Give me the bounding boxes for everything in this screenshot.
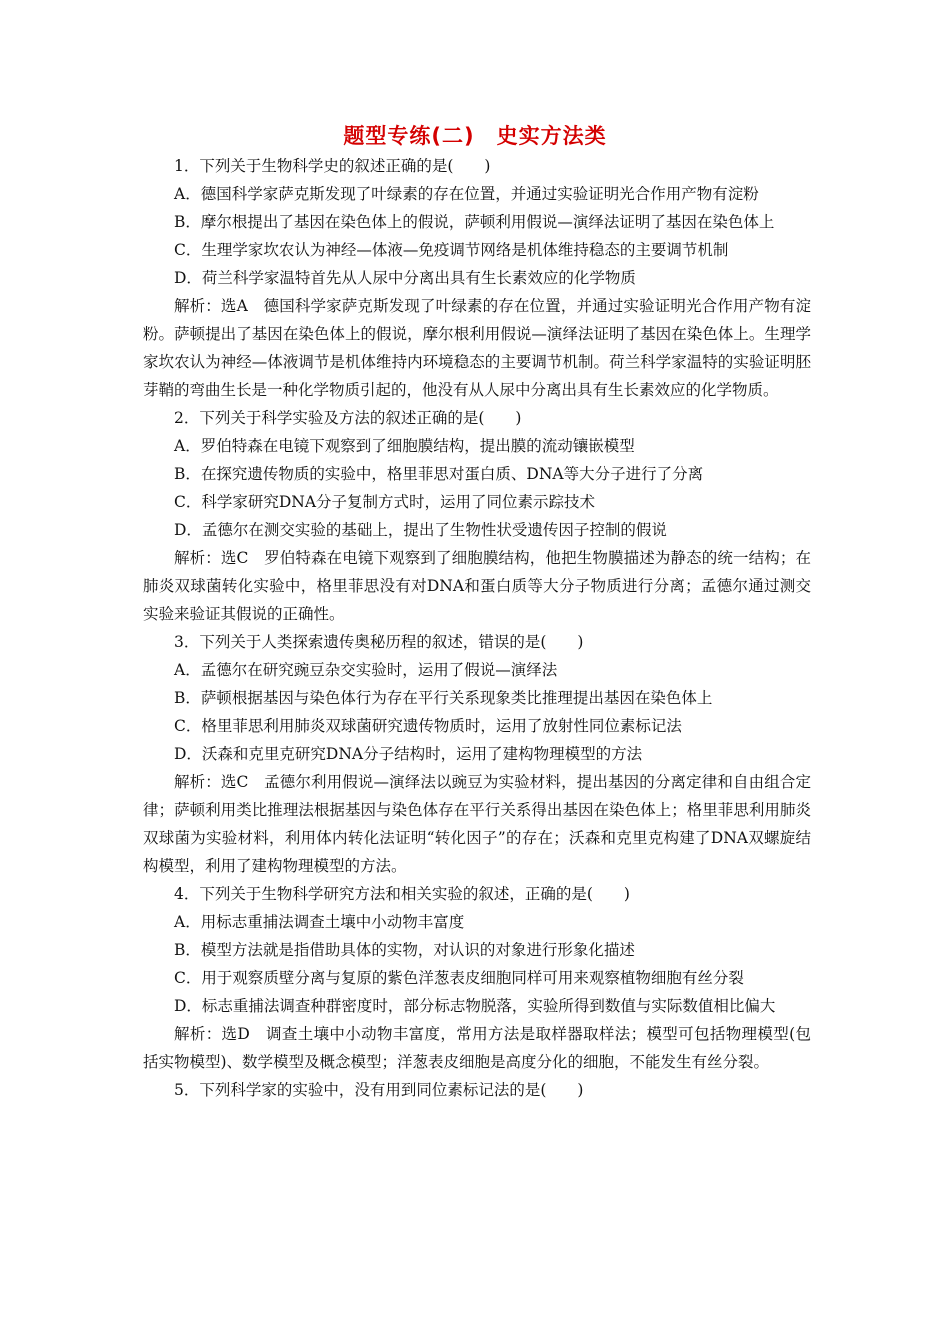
question-stem: 5．下列科学家的实验中，没有用到同位素标记法的是( ) <box>174 1081 584 1099</box>
question-stem: 2．下列关于科学实验及方法的叙述正确的是( ) <box>174 409 522 427</box>
option: B．模型方法就是指借助具体的实物，对认识的对象进行形象化描述 <box>174 941 635 959</box>
option: C．科学家研究DNA分子复制方式时，运用了同位素示踪技术 <box>174 493 596 511</box>
option: B．在探究遗传物质的实验中，格里菲思对蛋白质、DNA等大分子进行了分离 <box>174 465 704 483</box>
option: C．用于观察质壁分离与复原的紫色洋葱表皮细胞同样可用来观察植物细胞有丝分裂 <box>174 969 744 987</box>
option: A．用标志重捕法调查土壤中小动物丰富度 <box>174 913 465 931</box>
analysis: 解析：选D 调查土壤中小动物丰富度，常用方法是取样器取样法；模型可包括物理模型(包括实物模型)、数学模型及概念模型；洋葱表皮细胞是高度分化的细胞，不能发生有丝分裂。 <box>143 1025 811 1071</box>
analysis: 解析：选A 德国科学家萨克斯发现了叶绿素的存在位置，并通过实验证明光合作用产物有淀粉。萨顿提出了基因在染色体上的假说，摩尔根利用假说—演绎法证明了基因在染色体上。生理学家坎农认为神经—体液调节是机体维持内环境稳态的主要调节机制。荷兰科学家温特的实验证明胚芽鞘的弯曲生长是一种化学物质引起的，他没有从人尿中分离出具有生长素效应的化学物质。 <box>143 297 811 399</box>
option: A．罗伯特森在电镜下观察到了细胞膜结构，提出膜的流动镶嵌模型 <box>174 437 635 455</box>
option: D．标志重捕法调查种群密度时，部分标志物脱落，实验所得到数值与实际数值相比偏大 <box>174 997 776 1015</box>
option: A．孟德尔在研究豌豆杂交实验时，运用了假说—演绎法 <box>174 661 558 679</box>
question-stem: 4．下列关于生物科学研究方法和相关实验的叙述，正确的是( ) <box>174 885 630 903</box>
option: A．德国科学家萨克斯发现了叶绿素的存在位置，并通过实验证明光合作用产物有淀粉 <box>174 185 759 203</box>
page-title: 题型专练(二) 史实方法类 <box>343 124 607 148</box>
option: D．荷兰科学家温特首先从人尿中分离出具有生长素效应的化学物质 <box>174 269 636 287</box>
option: C．格里菲思利用肺炎双球菌研究遗传物质时，运用了放射性同位素标记法 <box>174 717 682 735</box>
question-stem: 1．下列关于生物科学史的叙述正确的是( ) <box>174 157 491 175</box>
document-body <box>143 152 811 1104</box>
option: D．孟德尔在测交实验的基础上，提出了生物性状受遗传因子控制的假说 <box>174 521 667 539</box>
analysis: 解析：选C 孟德尔利用假说—演绎法以豌豆为实验材料，提出基因的分离定律和自由组合定律；萨顿利用类比推理法根据基因与染色体存在平行关系得出基因在染色体上；格里菲思利用肺炎双球菌为实验材料，利用体内转化法证明“转化因子”的存在；沃森和克里克构建了DNA双螺旋结构模型，利用了建构物理模型的方法。 <box>143 773 811 875</box>
question-stem: 3．下列关于人类探索遗传奥秘历程的叙述，错误的是( ) <box>174 633 584 651</box>
option: B．摩尔根提出了基因在染色体上的假说，萨顿利用假说—演绎法证明了基因在染色体上 <box>174 213 775 231</box>
option: B．萨顿根据基因与染色体行为存在平行关系现象类比推理提出基因在染色体上 <box>174 689 713 707</box>
option: D．沃森和克里克研究DNA分子结构时，运用了建构物理模型的方法 <box>174 745 643 763</box>
option: C．生理学家坎农认为神经—体液—免疫调节网络是机体维持稳态的主要调节机制 <box>174 241 729 259</box>
analysis: 解析：选C 罗伯特森在电镜下观察到了细胞膜结构，他把生物膜描述为静态的统一结构；在肺炎双球菌转化实验中，格里菲思没有对DNA和蛋白质等大分子物质进行分离；孟德尔通过测交实验来验证其假说的正确性。 <box>143 549 811 623</box>
